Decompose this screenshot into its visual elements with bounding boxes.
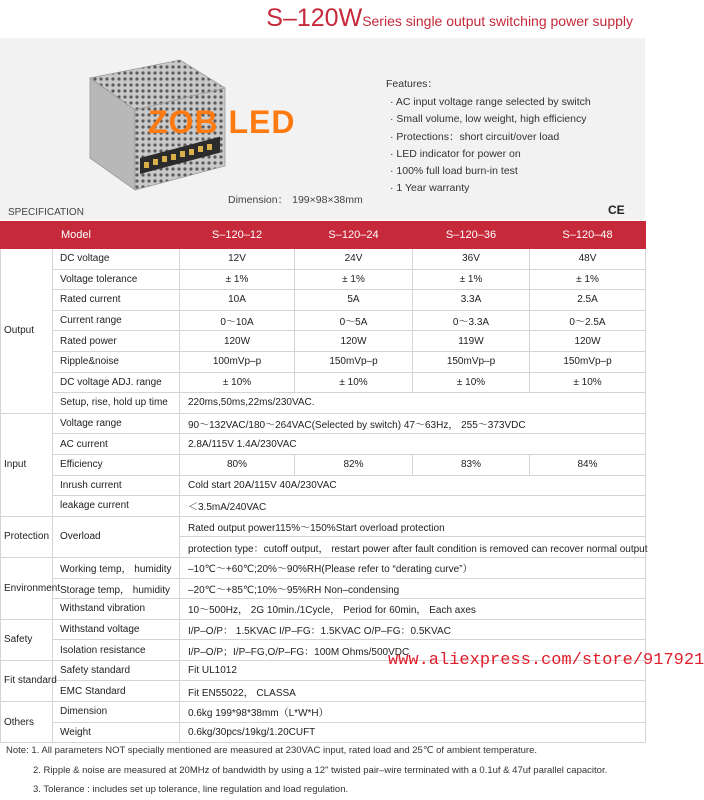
value-cell: 12V <box>180 249 295 270</box>
value-cell: ± 10% <box>413 372 530 393</box>
ce-mark-icon: CE <box>608 203 625 217</box>
param-cell: Safety standard <box>53 660 180 681</box>
value-cell: 84% <box>530 454 646 475</box>
param-cell: Storage temp， humidity <box>53 578 180 599</box>
table-row <box>1 454 646 475</box>
model-title: S–120W <box>266 4 363 32</box>
value-span-cell: ＜3.5mA/240VAC <box>180 496 646 517</box>
table-row <box>1 434 646 455</box>
value-span-cell: Cold start 20A/115V 40A/230VAC <box>180 475 646 496</box>
value-span-cell: Fit EN55022， CLASSA <box>180 681 646 702</box>
value-span-cell: –10℃～+60℃;20%～90%RH(Please refer to “derating curve”） <box>180 557 646 578</box>
param-cell: Weight <box>53 722 180 743</box>
value-cell: ± 10% <box>295 372 413 393</box>
table-row <box>1 331 646 352</box>
value-cell: 80% <box>180 454 295 475</box>
value-span-cell: 0.6kg 199*98*38mm（L*W*H） <box>180 702 646 723</box>
features-heading: Features： <box>386 78 438 90</box>
feature-item: · Protections：short circuit/over load <box>390 130 560 143</box>
header-cell: S–120–24 <box>295 222 413 249</box>
features-list <box>386 76 591 197</box>
value-cell: 5A <box>295 290 413 311</box>
table-row <box>1 496 646 517</box>
table-row <box>1 372 646 393</box>
value-span-cell: 0.6kg/30pcs/19kg/1.20CUFT <box>180 722 646 743</box>
value-span-cell: 2.8A/115V 1.4A/230VAC <box>180 434 646 455</box>
feature-item: · LED indicator for power on <box>390 147 521 160</box>
group-label: Environment <box>1 557 53 619</box>
dimension-value: 199×98×38mm <box>292 194 363 206</box>
value-cell: ± 10% <box>530 372 646 393</box>
value-cell: 82% <box>295 454 413 475</box>
table-row <box>1 393 646 414</box>
store-watermark: www.aliexpress.com/store/917921 <box>388 651 704 670</box>
group-label: Fit standard <box>1 660 53 701</box>
note-line: Note: 1. All parameters NOT specially mentioned are measured at 230VAC input, rated load and 25℃ of ambient temperature. <box>6 745 537 756</box>
param-cell: Setup, rise, hold up time <box>53 393 180 414</box>
value-cell: ± 1% <box>413 269 530 290</box>
param-cell: Dimension <box>53 702 180 723</box>
table-header-row <box>1 222 646 249</box>
value-cell: 0～2.5A <box>530 310 646 331</box>
table-row <box>1 269 646 290</box>
table-row <box>1 249 646 270</box>
table-row <box>1 310 646 331</box>
group-label: Input <box>1 413 53 516</box>
param-cell: Withstand vibration <box>53 599 180 620</box>
value-cell: 120W <box>530 331 646 352</box>
notes <box>6 741 607 800</box>
value-span-cell: Rated output power115%～150%Start overload protection <box>180 516 646 537</box>
value-span-cell: –20℃～+85℃;10%～95%RH Non–condensing <box>180 578 646 599</box>
feature-item: · Small volume, low weight, high efficiency <box>390 113 587 126</box>
table-row <box>1 599 646 620</box>
series-title: Series single output switching power supply <box>362 13 633 29</box>
note-line: 3. Tolerance : includes set up tolerance, line regulation and load regulation. <box>33 784 349 795</box>
param-cell: Ripple&noise <box>53 351 180 372</box>
param-cell: EMC Standard <box>53 681 180 702</box>
table-row <box>1 557 646 578</box>
param-cell: leakage current <box>53 496 180 517</box>
param-cell: Efficiency <box>53 454 180 475</box>
value-span-cell: 10～500Hz， 2G 10min./1Cycle， Period for 60min， Each axes <box>180 599 646 620</box>
value-cell: 24V <box>295 249 413 270</box>
param-cell: DC voltage <box>53 249 180 270</box>
dimension-label: Dimension： <box>228 194 289 206</box>
table-row <box>1 619 646 640</box>
group-label: Protection <box>1 516 53 557</box>
param-cell: Current range <box>53 310 180 331</box>
feature-item: · AC input voltage range selected by switch <box>390 96 591 109</box>
value-cell: 150mVp–p <box>413 351 530 372</box>
header-cell: S–120–36 <box>413 222 530 249</box>
brand-logo: ZOB LED <box>148 104 296 140</box>
feature-item: · 1 Year warranty <box>390 182 470 195</box>
param-cell: Isolation resistance <box>53 640 180 661</box>
value-span-cell: protection type：cutoff output， restart power after fault condition is removed can recover normal output <box>180 537 646 558</box>
specification-label: SPECIFICATION <box>8 207 84 218</box>
page-header <box>0 0 645 38</box>
param-cell: Voltage tolerance <box>53 269 180 290</box>
hero-banner <box>0 38 645 220</box>
value-cell: 100mVp–p <box>180 351 295 372</box>
param-cell: Inrush current <box>53 475 180 496</box>
table-row <box>1 290 646 311</box>
param-cell: Rated current <box>53 290 180 311</box>
param-cell: Withstand voltage <box>53 619 180 640</box>
header-title-line <box>266 4 633 33</box>
table-row <box>1 578 646 599</box>
value-cell: 0～3.3A <box>413 310 530 331</box>
feature-item: · 100% full load burn-in test <box>390 165 518 178</box>
value-cell: 150mVp–p <box>530 351 646 372</box>
value-span-cell: 90～132VAC/180～264VAC(Selected by switch) 47～63Hz， 255～373VDC <box>180 413 646 434</box>
value-span-cell: I/P–O/P： 1.5KVAC I/P–FG：1.5KVAC O/P–FG：0.5KVAC <box>180 619 646 640</box>
value-cell: 36V <box>413 249 530 270</box>
group-label: Others <box>1 702 53 743</box>
value-cell: 119W <box>413 331 530 352</box>
table-row <box>1 413 646 434</box>
value-cell: ± 10% <box>180 372 295 393</box>
param-cell: AC current <box>53 434 180 455</box>
value-span-cell: I/P–O/P；I/P–FG,O/P–FG：100M Ohms/500VDC <box>180 640 646 661</box>
table-row <box>1 351 646 372</box>
dimension-caption <box>224 192 363 207</box>
group-label: Output <box>1 249 53 414</box>
table-row <box>1 475 646 496</box>
table-row <box>1 681 646 702</box>
table-row <box>1 702 646 723</box>
header-cell: Model <box>53 222 180 249</box>
value-cell: 120W <box>180 331 295 352</box>
value-cell: 48V <box>530 249 646 270</box>
param-cell: Voltage range <box>53 413 180 434</box>
value-cell: ± 1% <box>295 269 413 290</box>
value-span-cell: 220ms,50ms,22ms/230VAC. <box>180 393 646 414</box>
header-cell: S–120–12 <box>180 222 295 249</box>
value-cell: 2.5A <box>530 290 646 311</box>
value-cell: 83% <box>413 454 530 475</box>
value-span-cell: Fit UL1012 <box>180 660 646 681</box>
header-cell: S–120–48 <box>530 222 646 249</box>
value-cell: 120W <box>295 331 413 352</box>
header-blank <box>1 222 53 249</box>
param-cell: Overload <box>53 516 180 557</box>
value-cell: 0～5A <box>295 310 413 331</box>
param-cell: Working temp， humidity <box>53 557 180 578</box>
param-cell: Rated power <box>53 331 180 352</box>
value-cell: 150mVp–p <box>295 351 413 372</box>
note-line: 2. Ripple & noise are measured at 20MHz of bandwidth by using a 12" twisted pair–wire terminated with a 0.1uf & 47uf parallel capacitor. <box>33 764 608 776</box>
value-cell: 10A <box>180 290 295 311</box>
group-label: Safety <box>1 619 53 660</box>
value-cell: ± 1% <box>180 269 295 290</box>
param-cell: DC voltage ADJ. range <box>53 372 180 393</box>
table-row <box>1 722 646 743</box>
value-cell: ± 1% <box>530 269 646 290</box>
table-row <box>1 516 646 537</box>
value-cell: 3.3A <box>413 290 530 311</box>
value-cell: 0～10A <box>180 310 295 331</box>
